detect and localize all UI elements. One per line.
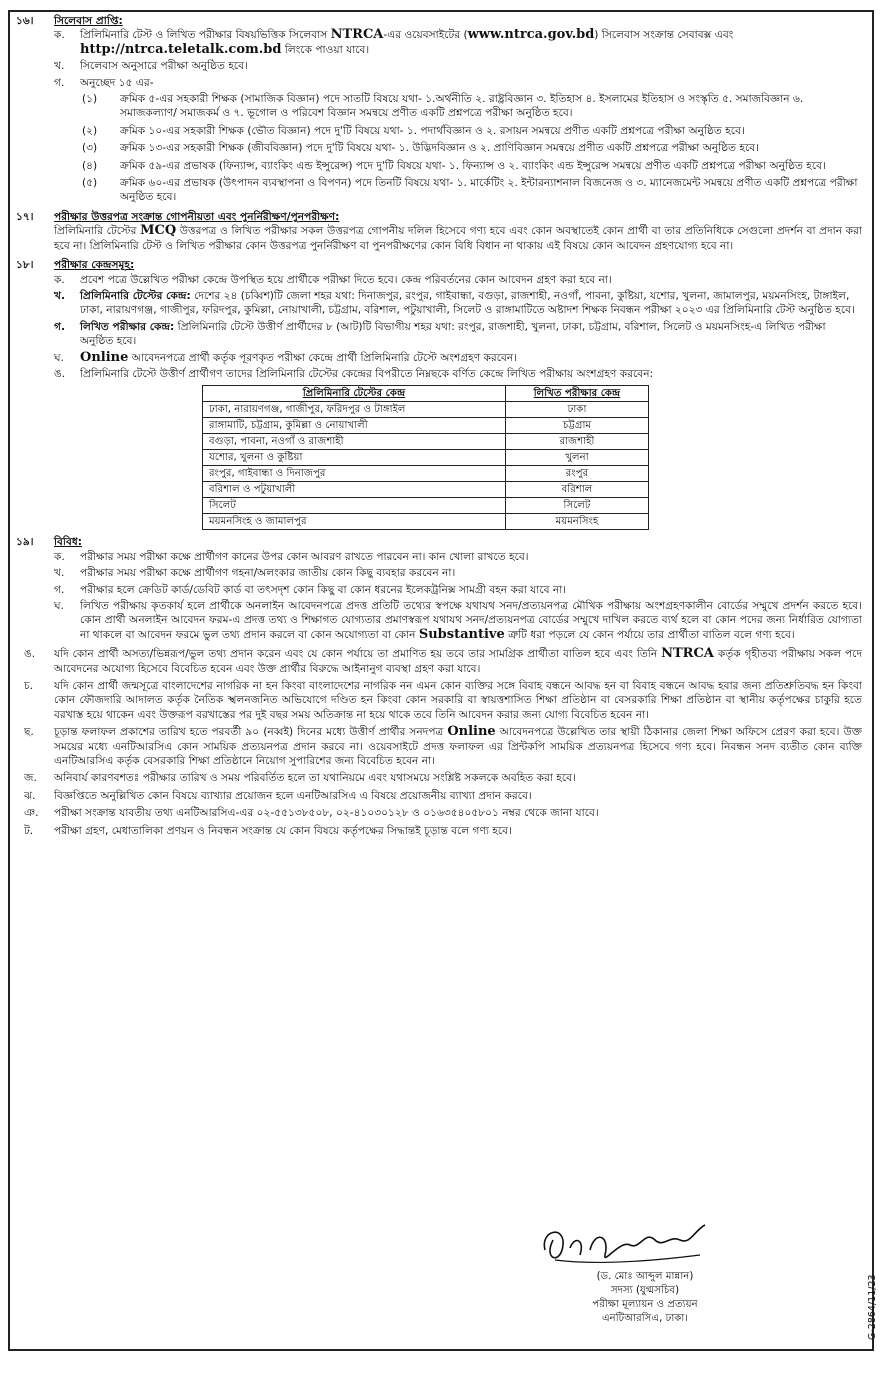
- clause-chha: [12, 725, 862, 768]
- table-row: [203, 498, 649, 514]
- item-label: গ.: [54, 583, 65, 596]
- item-text: অনিবার্য কারণবশতঃ পরীক্ষার তারিখ ও সময় পরিবর্তিত হলে তা যথানিয়মে এবং যথাসময়ে সংশ্লিষ্ট সকলকে অবহিত করা হবে।: [54, 772, 576, 785]
- syllabus-sub-1: [12, 92, 862, 121]
- item-text: সিলেবাস অনুসারে পরীক্ষা অনুষ্ঠিত হবে।: [80, 60, 248, 73]
- item-label: গ.: [54, 320, 65, 333]
- item-label: ঝ.: [24, 789, 36, 802]
- signatory-role: সদস্য (যুগ্মসচিব): [610, 1285, 680, 1296]
- signatory-organization: এনটিআরসিএ, ঢাকা।: [601, 1313, 689, 1324]
- item-text: প্রিলিমিনারি টেস্টে উত্তীর্ণ প্রার্থীগণ তাদের প্রিলিমিনারি টেস্টের কেন্দ্রের বিপরীতে নিম্নছকে বর্ণিত কেন্দ্রে লিখিত পরীক্ষায় অংশগ্রহণ করবেন:: [80, 367, 654, 380]
- sub-label: (৩): [82, 142, 98, 155]
- item-text: লিংকে পাওয়া যাবে।: [284, 43, 370, 56]
- table-cell: সিলেট: [203, 498, 506, 514]
- clause-jha: [12, 789, 862, 803]
- item-label: খ.: [54, 567, 65, 580]
- table-cell: রাঙ্গামাটি, চট্টগ্রাম, কুমিল্লা ও নোয়াখালী: [203, 418, 506, 434]
- table-cell: বগুড়া, পাবনা, নওগাঁ ও রাজশাহী: [203, 434, 506, 450]
- table-cell: বরিশাল ও পটুয়াখালী: [203, 482, 506, 498]
- item-text: -এর ওয়েবসাইটের (: [383, 29, 468, 42]
- item-label: ট.: [24, 824, 34, 837]
- item-label: ক.: [54, 273, 65, 286]
- syllabus-sub-2: [12, 124, 862, 138]
- table-cell: রংপুর, গাইবান্ধা ও দিনাজপুর: [203, 466, 506, 482]
- clause-cha: [12, 679, 862, 722]
- section-number: ১৭।: [16, 210, 34, 223]
- exam-center-table: [202, 385, 649, 530]
- notice-document: [12, 14, 862, 841]
- syllabus-item-ga: [12, 76, 862, 90]
- item-label: ঙ.: [24, 648, 36, 661]
- sub-text: ক্রমিক ১৩-এর সহকারী শিক্ষক (জীববিজ্ঞান) পদে দু'টি বিষয়ে যথা- ১. উদ্ভিদবিজ্ঞান ও ২. প্রাণিবিজ্ঞান সমন্বয়ে প্রণীত একটি প্রশ্নপত্রে পরীক্ষা অনুষ্ঠিত হবে।: [120, 142, 759, 155]
- center-item-umo: [12, 367, 862, 381]
- table-cell: রংপুর: [506, 466, 649, 482]
- section-number: ১৮।: [16, 259, 34, 272]
- table-cell: ঢাকা, নারায়ণগঞ্জ, গাজীপুর, ফরিদপুর ও টাঙ্গাইল: [203, 402, 506, 418]
- para-text: প্রিলিমিনারি টেস্টের: [54, 225, 137, 238]
- item-text: আবেদনপত্রে উল্লেখিত তার স্থায়ী ঠিকানার জেলা শিক্ষা অফিসে প্রেরণ করা হবে। উক্ত সময়ের মধ্যে এনটিআরসিএ কোন সাময়িক প্রত্যয়নপত্র প্রদান করবে না। ওয়েবসাইটে প্রদত্ত ফলাফল এর প্রিন্টকপি সাময়িক প্রত্যয়নপত্র হিসেবে গণ্য হবে। নিবন্ধন সনদ ব্যতীত কোন ব্যক্তি এনটিআরসিএ কর্তৃক বেসরকারি শিক্ষা প্রতিষ্ঠানে নিয়োগ সুপারিশের জন্য বিবেচিত হবেন না।: [54, 726, 862, 768]
- item-heading: প্রিলিমিনারি টেস্টের কেন্দ্র:: [80, 289, 191, 302]
- item-label: ক.: [54, 550, 65, 563]
- table-header-row: [203, 386, 649, 402]
- table-cell: বরিশাল: [506, 482, 649, 498]
- section-title: সিলেবাস প্রাপ্তি:: [54, 15, 123, 27]
- item-text: যদি কোন প্রার্থী জন্মসূত্রে বাংলাদেশের নাগরিক না হন কিংবা বাংলাদেশের নাগরিক নন এমন কোন ব্যক্তির সঙ্গে বিবাহ বন্ধনে আবদ্ধ হন বা বিবাহ বন্ধনে আবদ্ধ হবার জন্য প্রতিশ্রুতিবদ্ধ হন কিংবা কোন ফৌজদারি আদালত কর্তৃক নৈতিক স্খলনজনিত অভিযোগে দণ্ডিত হন কিংবা কোন সরকারি বা স্বায়ত্তশাসিত শিক্ষা প্রতিষ্ঠান বা বেসরকারি শিক্ষা প্রতিষ্ঠান বা স্থানীয় কর্তৃপক্ষের চাকুরি হতে বরখাস্ত হয়ে থাকেন এবং উক্তরূপ বরখাস্তের পর দুই বছর সময় অতিক্রান্ত না হয়ে থাকে তবে তিনি আবেদন করার জন্য যোগ্য বিবেচিত হবেন না।: [54, 680, 862, 721]
- item-label: গ.: [54, 76, 65, 89]
- table-cell: ময়মনসিংহ ও জামালপুর: [203, 514, 506, 530]
- syllabus-sub-4: [12, 159, 862, 173]
- item-text: অনুচ্ছেদ ১৫ এর-: [80, 76, 154, 89]
- item-label: ক.: [54, 29, 65, 42]
- item-text: প্রবেশ পত্রে উল্লেখিত পরীক্ষা কেন্দ্রে উপস্থিত হয়ে প্রার্থীকে পরীক্ষা দিতে হবে। কেন্দ্র পরিবর্তনের কোন আবেদন গ্রহণ করা হবে না।: [80, 273, 612, 286]
- confidentiality-paragraph: [54, 224, 862, 253]
- signature-block: [560, 1270, 730, 1326]
- misc-item-ka: [12, 550, 862, 564]
- item-text: পরীক্ষার সময় পরীক্ষা কক্ষে প্রার্থীগণ গহনা/অলংকার জাতীয় কোন কিছু ব্যবহার করবেন না।: [80, 567, 456, 580]
- clause-ta: [12, 824, 862, 838]
- document-code: G-2864/11/23: [867, 1274, 878, 1340]
- section-18: [12, 258, 862, 530]
- section-16: [12, 14, 862, 205]
- misc-item-kha: [12, 566, 862, 580]
- online-text: Online: [447, 724, 496, 740]
- table-cell: সিলেট: [506, 498, 649, 514]
- table-row: [203, 482, 649, 498]
- table-row: [203, 434, 649, 450]
- table-cell: চট্টগ্রাম: [506, 418, 649, 434]
- item-text: প্রিলিমিনারি টেস্ট ও লিখিত পরীক্ষার বিষয়ভিত্তিক সিলেবাস: [80, 29, 328, 42]
- item-label: ছ.: [24, 726, 34, 739]
- sub-label: (১): [82, 93, 98, 106]
- clause-umo: [12, 647, 862, 676]
- column-header: লিখিত পরীক্ষার কেন্দ্র: [506, 386, 649, 402]
- sub-label: (৪): [82, 159, 98, 172]
- table-row: [203, 402, 649, 418]
- sub-text: ক্রমিক ৬০-এর প্রভাষক (উৎপাদন ব্যবস্থাপনা ও বিপণন) পদে তিনটি বিষয়ে যথা- ১. মার্কেটিং ২. ইন্টারন্যাশনাল বিজনেজ ও ৩. ম্যানেজমেন্ট সমন্বয়ে প্রণীত একটি প্রশ্নপত্রে পরীক্ষা অনুষ্ঠিত হবে।: [120, 177, 858, 204]
- sub-text: ক্রমিক ৫৯-এর প্রভাষক (ফিন্যান্স, ব্যাংকিং এন্ড ইন্সুরেন্স) পদে দু'টি বিষয়ে যথা- ১. ফিন্যান্স ও ২. ব্যাংকিং এন্ড ইন্সুরেন্স সমন্বয়ে প্রণীত একটি প্রশ্নপত্রে পরীক্ষা অনুষ্ঠিত হবে।: [120, 159, 826, 172]
- column-header: প্রিলিমিনারি টেস্টের কেন্দ্র: [203, 386, 506, 402]
- item-text: পরীক্ষা সংক্রান্ত যাবতীয় তথ্য এনটিআরসিএ-এর ০২-৫৫১৩৮৫০৮, ০২-৪১০৩০১২৮ ও ০১৬৩৫৪০৫৮০১ নম্বর থেকে জানা যাবে।: [54, 807, 599, 820]
- section-17: [12, 210, 862, 253]
- signature-image: [535, 1210, 715, 1275]
- center-item-gha: [12, 351, 862, 365]
- item-text: যদি কোন প্রার্থী অসত্য/ভিন্নরূপ/ভুল তথ্য প্রদান করেন এবং যে কোন পর্যায়ে তা প্রমাণিত হয় তবে তার সামগ্রিক প্রার্থীতা বাতিল হবে এবং তিনি: [54, 648, 658, 661]
- website-link[interactable]: www.ntrca.gov.bd: [467, 27, 595, 43]
- item-text: প্রিলিমিনারি টেস্টে উত্তীর্ণ প্রার্থীদের ৮ (আট)টি বিভাগীয় শহর যথা: রংপুর, রাজশাহী, খুলনা, ঢাকা, চট্টগ্রাম, বরিশাল, সিলেট ও ময়মনসিংহ-এ লিখিত পরীক্ষা অনুষ্ঠিত হবে।: [80, 320, 826, 348]
- signatory-name: (ড. মোঃ আব্দুল মান্নান): [596, 1271, 694, 1282]
- syllabus-sub-5: [12, 176, 862, 205]
- section-19: [12, 535, 862, 642]
- item-label: খ.: [54, 60, 65, 73]
- online-text: Online: [80, 349, 129, 365]
- teletalk-link[interactable]: http://ntrca.teletalk.com.bd: [80, 41, 282, 57]
- item-text: লিখিত পরীক্ষায় কৃতকার্য হলে প্রার্থীকে অনলাইন আবেদনপত্রে প্রদত্ত প্রতিটি তথ্যের স্বপক্ষে যথাযথ সনদ/প্রত্যয়নপত্র মৌখিক পরীক্ষায় অংশগ্রহণকালীন বোর্ডের সম্মুখে প্রদর্শন করতে হবে। কোন প্রার্থী অনলাইন আবেদন ফরম-এ প্রদত্ত তথ্য ও শিক্ষাগত যোগ্যতার প্রমাণস্বরূপ যথাযথ সনদ/প্রত্যয়নপত্র বোর্ডের সম্মুখে দাখিল করতে ব্যর্থ হলে বা কোন পদের জন্য নির্ধারিত যোগ্যতা না থাকলে বা আবেদন ফরমে ভুল তথ্য প্রদান করলে বা কোন অযোগ্যতা বা কোন: [80, 599, 862, 641]
- item-label: খ.: [54, 289, 65, 302]
- sub-label: (৫): [82, 177, 98, 190]
- item-label: ঘ.: [54, 599, 64, 612]
- item-label: ঞ.: [24, 807, 39, 820]
- center-item-ka: [12, 273, 862, 287]
- clause-ja: [12, 771, 862, 785]
- table-cell: খুলনা: [506, 450, 649, 466]
- table-row: [203, 466, 649, 482]
- table-row: [203, 450, 649, 466]
- ntrca-text: NTRCA: [661, 646, 714, 662]
- item-text: আবেদনপত্রে প্রার্থী কর্তৃক পূরণকৃত পরীক্ষা কেন্দ্রে প্রার্থী প্রিলিমিনারি টেস্টে অংশগ্রহণ করবেন।: [131, 351, 517, 364]
- item-text: কর্তৃক গৃহীতব্য পরীক্ষায় সকল পদে আবেদনের অযোগ্য হিসেবে বিবেচিত হবেন এবং উক্ত প্রার্থীর বিরুদ্ধে আইনানুগ ব্যবস্থা গ্রহণ করা যাবে।: [54, 648, 863, 675]
- table-cell: ময়মনসিংহ: [506, 514, 649, 530]
- table-cell: ঢাকা: [506, 402, 649, 418]
- section-number: ১৯।: [16, 536, 34, 549]
- section-title: পরীক্ষার উত্তরপত্র সংক্রান্ত গোপনীয়তা এবং পুনর্নিরীক্ষণ/পুনপরীক্ষণ:: [54, 210, 340, 223]
- table-row: [203, 418, 649, 434]
- signatory-department: পরীক্ষা মূল্যায়ন ও প্রত্যয়ন: [592, 1299, 698, 1310]
- section-title: বিবিধ:: [54, 536, 83, 549]
- sub-text: ক্রমিক ৫-এর সহকারী শিক্ষক (সামাজিক বিজ্ঞান) পদে সাতটি বিষয়ে যথা- ১.অর্থনীতি ২. রাষ্ট্রবিজ্ঞান ৩. ইতিহাস ৪. ইসলামের ইতিহাস ও সংস্কৃতি ৫. সমাজবিজ্ঞান ৬. সমাজকল্যাণ/ সমাজকর্ম ও ৭. ভূগোল ও পরিবেশ বিজ্ঞান সমন্বয়ে প্রণীত একটি প্রশ্নপত্রে পরীক্ষা অনুষ্ঠিত হবে।: [120, 93, 804, 120]
- misc-item-ga: [12, 583, 862, 597]
- item-text: ত্রুটি ধরা পড়লে যে কোন পর্যায়ে তার প্রার্থীতা বাতিল বলে গণ্য হবে।: [508, 628, 795, 641]
- clause-nya: [12, 806, 862, 820]
- item-text: দেশের ২৪ (চব্বিশ)টি জেলা শহর যথা: দিনাজপুর, রংপুর, গাইবান্ধা, বগুড়া, রাজশাহী, নওগাঁ, পাবনা, কুষ্টিয়া, যশোর, খুলনা, জামালপুর, ময়মনসিংহ, টাঙ্গাইল, ঢাকা, নারায়ণগঞ্জ, গাজীপুর, ফরিদপুর, কুমিল্লা, নোয়াখালী, চট্টগ্রাম, বরিশাল, পটুয়াখালী, সিলেট ও রাঙ্গামাটিতে অষ্টাদশ শিক্ষক নিবন্ধন পরীক্ষা ২০২৩ এর প্রিলিমিনারি টেস্ট অনুষ্ঠিত হবে।: [80, 289, 855, 317]
- misc-item-gha: [12, 599, 862, 642]
- syllabus-item-kha: [12, 59, 862, 73]
- section-title: পরীক্ষার কেন্দ্রসমূহ:: [54, 259, 135, 272]
- item-heading: লিখিত পরীক্ষার কেন্দ্র:: [80, 320, 175, 333]
- ntrca-text: NTRCA: [330, 27, 384, 43]
- item-label: ঙ.: [54, 367, 66, 380]
- section-number: ১৬।: [16, 15, 34, 27]
- table-cell: যশোর, খুলনা ও কুষ্টিয়া: [203, 450, 506, 466]
- table-cell: রাজশাহী: [506, 434, 649, 450]
- syllabus-item-ka: [12, 28, 862, 57]
- item-text: পরীক্ষা গ্রহণ, মেধাতালিকা প্রণয়ন ও নিবন্ধন সংক্রান্ত যে কোন বিষয়ে কর্তৃপক্ষের সিদ্ধান্তই চূড়ান্ত বলে গণ্য হবে।: [54, 824, 512, 837]
- item-label: ঘ.: [54, 351, 64, 364]
- center-item-kha: [12, 289, 862, 318]
- mcq-text: MCQ: [140, 223, 177, 239]
- item-text: বিজ্ঞপ্তিতে অনুল্লিখিত কোন বিষয়ে ব্যাখ্যার প্রয়োজন হলে এনটিআরসিএ এ বিষয়ে প্রয়োজনীয় ব্যাখ্যা প্রদান করবে।: [54, 789, 532, 802]
- item-text: পরীক্ষার হলে ক্রেডিট কার্ড/ডেবিট কার্ড বা তৎসদৃশ কোন কিছু বা কোন ধরনের ইলেকট্রনিক্স সামগ্রী বহন করা যাবে না।: [80, 583, 567, 596]
- sub-label: (২): [82, 124, 98, 137]
- item-text: চূড়ান্ত ফলাফল প্রকাশের তারিখ হতে পরবর্তী ৯০ (নব্বই) দিনের মধ্যে উত্তীর্ণ প্রার্থীর সনদপত্র: [54, 726, 444, 739]
- item-text: পরীক্ষার সময় পরীক্ষা কক্ষে প্রার্থীগণ কানের উপর কোন আবরণ রাখতে পারবেন না। কান খোলা রাখতে হবে।: [80, 550, 529, 563]
- sub-text: ক্রমিক ১০-এর সহকারী শিক্ষক (ভৌত বিজ্ঞান) পদে দু'টি বিষয়ে যথা- ১. পদার্থবিজ্ঞান ও ২. রসায়ন সমন্বয়ে প্রণীত একটি প্রশ্নপত্রে পরীক্ষা অনুষ্ঠিত হবে।: [120, 124, 745, 137]
- item-label: জ.: [24, 772, 37, 785]
- center-item-ga: [12, 320, 862, 349]
- substantive-text: Substantive: [418, 626, 505, 642]
- item-label: চ.: [24, 680, 34, 692]
- table-row: [203, 514, 649, 530]
- syllabus-sub-3: [12, 141, 862, 155]
- para-text: উত্তরপত্র ও লিখিত পরীক্ষার সকল উত্তরপত্র গোপনীয় দলিল হিসেবে গণ্য হবে এবং কোন অবস্থাতেই কোন প্রার্থী বা তার প্রতিনিধিকে সেগুলো প্রদর্শন বা প্রদান করা হবে না। প্রিলিমিনারি টেস্ট ও লিখিত পরীক্ষার কোন উত্তরপত্র পুনর্নিরীক্ষণ বা পুনপরীক্ষণের কোন বিধি বিধান না থাকায় এই বিষয়ে কোন আবেদন গ্রহণযোগ্য হবে না।: [54, 225, 862, 252]
- item-text: ) সিলেবাস সংক্রান্ত সেবাবক্স এবং: [594, 29, 734, 42]
